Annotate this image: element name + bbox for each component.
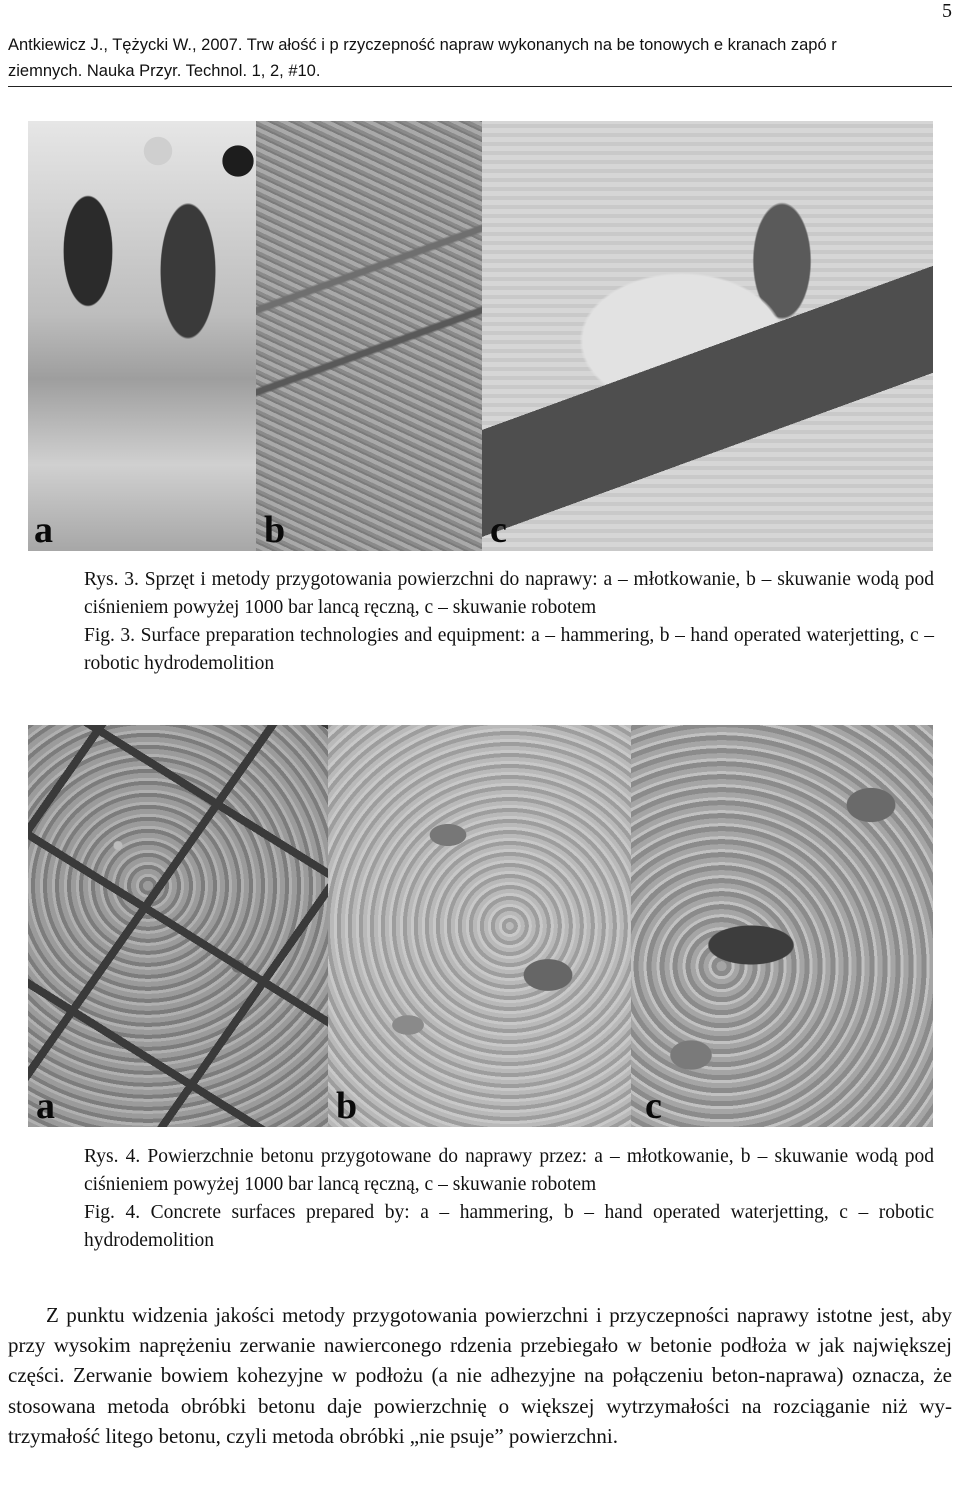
- figure-4-caption-pl: Rys. 4. Powierzchnie betonu przygotowane do naprawy przez: a – młotkowanie, b – skuwanie wodą pod ciśnieniem powyżej 1000 bar lancą ręczną, c – skuwanie robotem: [84, 1146, 934, 1195]
- figure-4-photo-c: [631, 725, 933, 1127]
- running-header: [8, 32, 948, 84]
- figure-4: [28, 725, 933, 1127]
- figure-3-label-a: a: [34, 509, 53, 551]
- figure-3-photo-c: [482, 121, 933, 551]
- figure-4-photo-a: [28, 725, 328, 1127]
- figure-3: [28, 121, 933, 551]
- page-number: 5: [942, 0, 952, 22]
- figure-4-photo-b: [328, 725, 631, 1127]
- body-paragraph: Z punktu widzenia jakości metody przygotowania powierzchni i przyczepności naprawy istotne jest, aby przy wysokim naprężeniu zerwanie nawierconego rdzenia przebiegało w betonie podłoża w jak największej części. Zerwanie bowiem kohezyjne w podłożu (a nie adhezyjne na połączeniu beton-naprawa) oznacza, że stosowana metoda obróbki betonu daje powierzchnię o większej wytrzymałości na rozciąganie niż wytrzymałość litego betonu, czyli metoda obróbki „nie psuje” powierzchni.: [8, 1303, 952, 1448]
- figure-3-photo-a: [28, 121, 256, 551]
- figure-4-label-c: c: [645, 1085, 662, 1127]
- header-citation-line-2: ziemnych. Nauka Przyr. Technol. 1, 2, #10.: [8, 62, 321, 80]
- figure-4-caption-en: Fig. 4. Concrete surfaces prepared by: a – hammering, b – hand operated waterjetting, c – robotic hydrodemolition: [84, 1202, 934, 1251]
- figure-3-caption-en: Fig. 3. Surface preparation technologies and equipment: a – hammering, b – hand operated waterjetting, c – robotic hydrodemolition: [84, 625, 934, 674]
- header-citation-line-1: Antkiewicz J., Tężycki W., 2007. Trw ałość i p rzyczepność napraw wykonanych na be tonowych e kranach zapó r: [8, 36, 837, 54]
- figure-3-caption: [84, 566, 934, 678]
- figure-3-label-b: b: [264, 509, 286, 551]
- figure-3-caption-pl: Rys. 3. Sprzęt i metody przygotowania powierzchni do naprawy: a – młotkowanie, b – skuwanie wodą pod ciśnieniem powyżej 1000 bar lancą ręczną, c – skuwanie robotem: [84, 569, 934, 618]
- figure-4-label-a: a: [36, 1085, 55, 1127]
- figure-3-photo-b: [256, 121, 482, 551]
- figure-4-caption: [84, 1143, 934, 1255]
- figure-3-label-c: c: [490, 509, 507, 551]
- figure-4-label-b: b: [336, 1085, 358, 1127]
- header-rule: [8, 86, 952, 87]
